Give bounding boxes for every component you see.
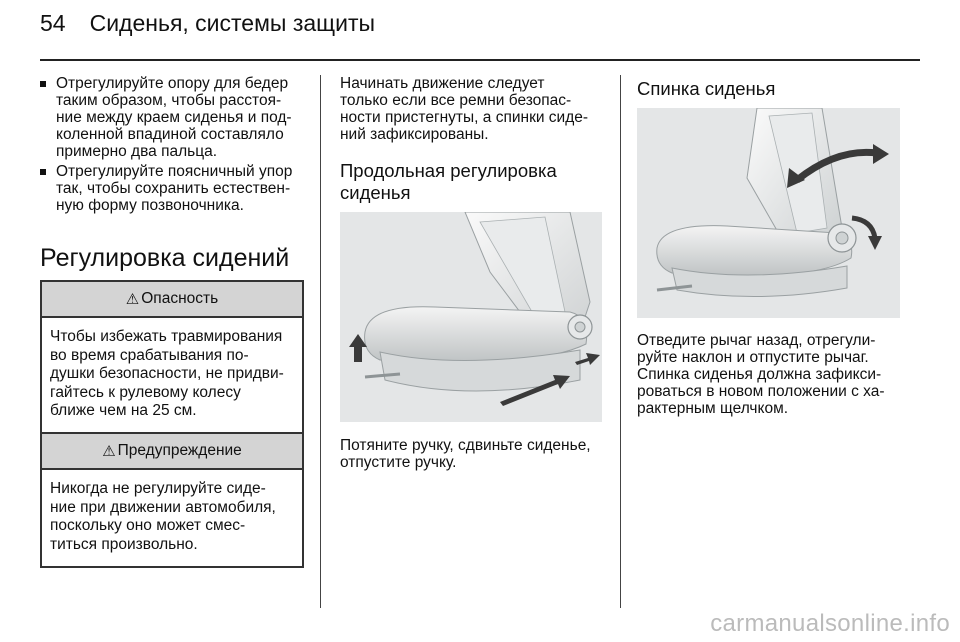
warning-line: поскольку оно может смес- (50, 517, 246, 534)
page-number: 54 (40, 10, 66, 36)
danger-line: Чтобы избежать травмирования (50, 328, 283, 345)
bullet-item (40, 75, 306, 160)
caption-line: отпустите ручку. (340, 454, 457, 471)
danger-text (42, 318, 302, 433)
caption-line: роваться в новом положении с ха- (637, 383, 885, 400)
page-title: Сиденья, системы защиты (89, 10, 376, 36)
intro-line: ности пристегнуты, а спинки сиде- (340, 109, 589, 126)
warning-box-header (42, 434, 302, 470)
caption-line: Спинка сиденья должна зафикси- (637, 366, 882, 383)
warning-title: Предупреждение (117, 442, 242, 459)
seatback-caption (637, 332, 905, 417)
intro-line: Начинать движение следует (340, 75, 545, 92)
danger-box-header (42, 282, 302, 318)
bullet-line: Отрегулируйте поясничный упор (56, 163, 293, 180)
bullet-line: ную форму позвоночника. (56, 197, 244, 214)
danger-box (40, 280, 304, 435)
warning-box (40, 432, 304, 568)
column-divider-2 (620, 75, 621, 608)
warning-triangle-icon: ⚠ (102, 443, 116, 460)
bullet-line: коленной впадиной составляло (56, 126, 284, 143)
bullet-line: Отрегулируйте опору для бедер (56, 75, 289, 92)
longitudinal-caption (340, 437, 608, 471)
section-heading-longitudinal (340, 160, 557, 204)
bullet-line: так, чтобы сохранить естествен- (56, 180, 291, 197)
header-rule (40, 59, 920, 61)
warning-triangle-icon: ⚠ (125, 291, 140, 308)
danger-line: ближе чем на 25 см. (50, 402, 197, 419)
bullet-square-icon (40, 81, 46, 87)
section-heading-seatback: Спинка сиденья (637, 78, 776, 99)
bullet-square-icon (40, 169, 46, 175)
column-divider-1 (320, 75, 321, 608)
caption-line: Отведите рычаг назад, отрегули- (637, 332, 876, 349)
section-heading-seat-adjustment: Регулировка сидений (40, 244, 290, 272)
caption-line: Потяните ручку, сдвиньте сиденье, (340, 437, 591, 454)
caption-line: рактерным щелчком. (637, 400, 789, 417)
bullet-line: ние между краем сиденья и под- (56, 109, 292, 126)
warning-text (42, 470, 302, 566)
danger-line: во время срабатывания по- (50, 346, 249, 364)
watermark: carmanualsonline.info (710, 610, 950, 637)
seatback-recline-illustration (637, 108, 900, 318)
warning-line: титься произвольно. (50, 535, 198, 553)
heading-line: сиденья (340, 182, 411, 203)
bullet-line: примерно два пальца. (56, 143, 218, 160)
danger-title: Опасность (141, 290, 219, 307)
bullet-line: таким образом, чтобы расстоя- (56, 92, 282, 109)
warning-line: Никогда не регулируйте сиде- (50, 480, 266, 497)
caption-line: руйте наклон и отпустите рычаг. (637, 349, 869, 366)
bullet-item (40, 163, 306, 214)
seat-longitudinal-illustration (340, 212, 602, 422)
danger-line: душки безопасности, не придви- (50, 365, 284, 382)
danger-line: гайтесь к рулевому колесу (50, 383, 241, 401)
intro-line: только если все ремни безопас- (340, 92, 572, 109)
warning-line: ние при движении автомобиля, (50, 498, 276, 516)
page-header (40, 10, 375, 37)
heading-line: Продольная регулировка (340, 160, 557, 181)
column-2 (340, 75, 608, 143)
intro-line: ний зафиксированы. (340, 126, 489, 143)
column-1 (40, 75, 306, 217)
